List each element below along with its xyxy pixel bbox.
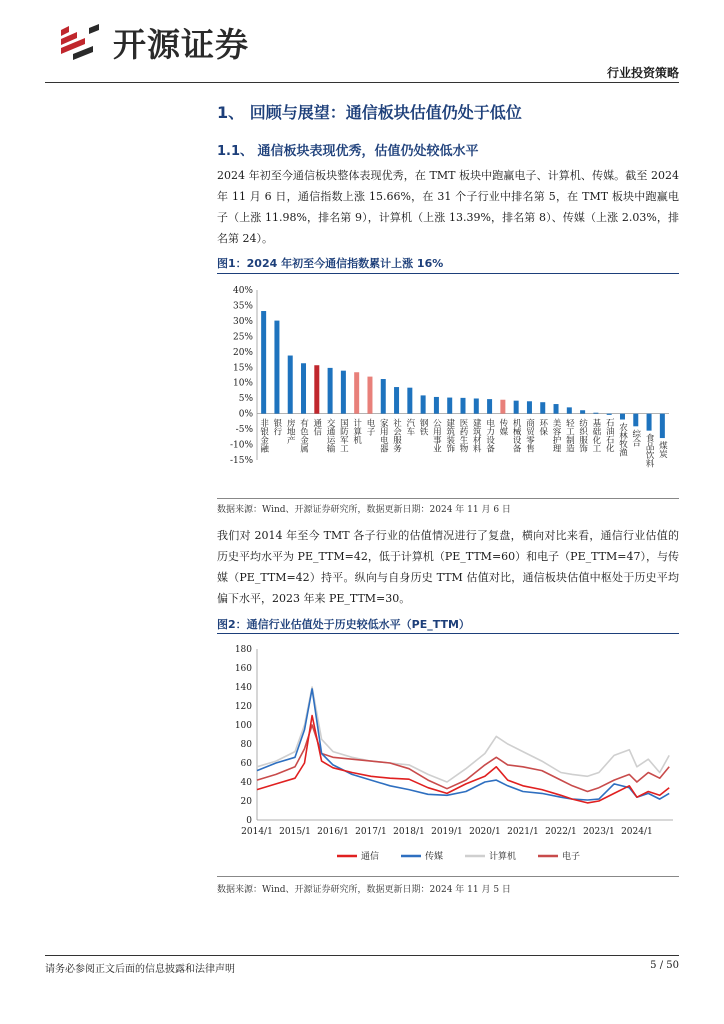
bar <box>554 404 559 414</box>
category-label: 建筑材料 <box>471 418 482 453</box>
category-label: 商贸零售 <box>524 418 535 453</box>
category-label: 美容护理 <box>551 418 562 453</box>
bar <box>261 311 266 414</box>
legend-label: 传媒 <box>425 852 444 862</box>
bar <box>367 377 372 414</box>
category-label: 银行 <box>271 418 282 436</box>
category-label: 汽车 <box>404 418 415 436</box>
bar <box>381 379 386 414</box>
y-tick-label: 25% <box>232 332 253 343</box>
y-tick-label: -5% <box>235 425 253 436</box>
x-tick-label: 2015/1 <box>279 827 311 837</box>
bar <box>434 397 439 414</box>
category-label: 煤炭 <box>657 441 668 459</box>
body-paragraph-1: 2024 年初至今通信板块整体表现优秀，在 TMT 板块中跑赢电子、计算机、传媒。截至 2024 年 11 月 6 日，通信指数上涨 15.66%，在 31 个子行业中排名第 5，在 TMT 板块中跑赢电子（上涨 11.98%，排名第 9），计算机（上涨 13.39%，排名第 8）、传媒（上涨 2.03%，排名第 24）。 <box>217 169 679 245</box>
footer-divider <box>45 955 679 956</box>
pe-ttm-line-chart <box>217 637 679 874</box>
y-tick-label: 0% <box>238 409 253 420</box>
category-label: 房地产 <box>285 418 296 445</box>
y-tick-label: 0 <box>246 816 252 826</box>
y-tick-label: 120 <box>234 702 252 712</box>
y-tick-label: -10% <box>229 440 253 451</box>
y-tick-label: 35% <box>232 301 253 312</box>
legend-label: 电子 <box>562 852 581 862</box>
bar <box>288 356 293 414</box>
section-heading: 1、 回顾与展望：通信板块估值仍处于低位 <box>217 103 522 122</box>
header-divider <box>45 82 679 83</box>
category-label: 轻工制造 <box>564 418 575 453</box>
category-label: 社会服务 <box>391 418 402 453</box>
figure1-bottom-rule <box>217 498 679 499</box>
y-tick-label: 40 <box>240 778 252 788</box>
y-tick-label: 160 <box>234 664 252 674</box>
body-paragraph-2: 我们对 2014 年至今 TMT 各子行业的估值情况进行了复盘，横向对比来看，通信行业估值的历史平均水平为 PE_TTM=42，低于计算机（PE_TTM=60）和电子（PE_TTM=47），与传媒（PE_TTM=42）持平。纵向与自身历史 TTM 估值对比，通信板块估值中枢处于历史平均偏下水平，2023 年来 PE_TTM=30。 <box>217 529 679 605</box>
category-label: 通信 <box>311 418 322 436</box>
bar <box>500 400 505 414</box>
y-tick-label: 80 <box>240 740 252 750</box>
bar <box>567 407 572 413</box>
report-type-label: 行业投资策略 <box>606 66 679 80</box>
y-tick-label: 30% <box>232 316 253 327</box>
y-tick-label: 5% <box>238 394 253 405</box>
company-name: 开源证券 <box>113 24 249 64</box>
category-label: 基础化工 <box>590 418 601 453</box>
y-tick-label: 40% <box>232 286 253 296</box>
category-label: 机械设备 <box>511 418 522 453</box>
x-tick-label: 2021/1 <box>507 827 539 837</box>
y-tick-label: -15% <box>229 456 253 466</box>
category-label: 交通运输 <box>325 418 336 453</box>
y-tick-label: 10% <box>232 378 253 389</box>
y-tick-label: 180 <box>234 645 252 655</box>
bar <box>447 398 452 414</box>
category-label: 综合 <box>630 429 641 447</box>
category-label: 医药生物 <box>458 418 468 453</box>
category-label: 电子 <box>364 418 375 436</box>
company-logo <box>55 20 249 64</box>
y-tick-label: 100 <box>234 721 252 731</box>
x-tick-label: 2014/1 <box>241 827 273 837</box>
bar <box>487 399 492 414</box>
category-label: 有色金属 <box>298 418 309 453</box>
x-tick-label: 2017/1 <box>355 827 387 837</box>
bar <box>620 414 625 420</box>
category-label: 建筑装饰 <box>444 418 455 453</box>
bar <box>647 414 652 431</box>
category-label: 钢铁 <box>418 418 429 436</box>
bar <box>461 398 466 414</box>
x-tick-label: 2020/1 <box>469 827 501 837</box>
bar <box>474 398 479 413</box>
category-label: 非银金融 <box>258 418 269 453</box>
category-label: 纺织服饰 <box>577 418 588 453</box>
y-tick-label: 15% <box>232 363 253 374</box>
bar <box>274 321 279 414</box>
figure2-title: 图2：通信行业估值处于历史较低水平（PE_TTM） <box>217 618 470 631</box>
y-tick-label: 20% <box>232 347 253 358</box>
y-tick-label: 20 <box>240 797 252 807</box>
bar <box>580 410 585 413</box>
bar <box>394 387 399 414</box>
y-tick-label: 60 <box>240 759 252 769</box>
figure1-title: 图1：2024 年初至今通信指数累计上涨 16% <box>217 257 444 270</box>
x-tick-label: 2018/1 <box>393 827 425 837</box>
bar <box>633 414 638 427</box>
figure1-source: 数据来源：Wind、开源证券研究所，数据更新日期：2024 年 11 月 6 日 <box>217 505 511 515</box>
category-label: 石油石化 <box>604 417 615 452</box>
category-label: 电力设备 <box>484 418 495 453</box>
bar <box>607 414 612 415</box>
bar <box>314 365 319 413</box>
x-tick-label: 2023/1 <box>583 827 615 837</box>
x-tick-label: 2019/1 <box>431 827 463 837</box>
category-label: 食品饮料 <box>644 433 655 468</box>
category-label: 农林牧渔 <box>617 422 628 457</box>
logo-mark-icon <box>55 20 107 64</box>
category-label: 计算机 <box>351 418 362 445</box>
legend-label: 通信 <box>361 852 380 862</box>
x-tick-label: 2022/1 <box>545 827 577 837</box>
industry-return-bar-chart <box>217 276 679 496</box>
footer-disclaimer: 请务必参阅正文后面的信息披露和法律声明 <box>45 964 235 975</box>
figure2-source: 数据来源：Wind、开源证券研究所，数据更新日期：2024 年 11 月 5 日 <box>217 885 511 895</box>
category-label: 传媒 <box>497 418 508 436</box>
page-header <box>0 0 724 84</box>
bar <box>407 388 412 414</box>
x-tick-label: 2016/1 <box>317 827 349 837</box>
category-label: 国防军工 <box>338 418 349 453</box>
figure2-bottom-rule <box>217 876 679 877</box>
page-number: 5 / 50 <box>650 960 679 971</box>
bar <box>660 414 665 438</box>
category-label: 家用电器 <box>378 418 389 453</box>
figure1-top-rule <box>217 273 679 274</box>
bar <box>593 413 598 414</box>
bar <box>540 402 545 413</box>
bar <box>301 363 306 413</box>
subsection-heading: 1.1、 通信板块表现优秀，估值仍处较低水平 <box>217 144 479 159</box>
category-label: 公用事业 <box>431 418 442 453</box>
bar <box>354 372 359 413</box>
bar <box>328 368 333 414</box>
bar <box>341 371 346 414</box>
x-tick-label: 2024/1 <box>621 827 653 837</box>
bar <box>421 395 426 413</box>
bar <box>527 401 532 413</box>
y-tick-label: 140 <box>234 683 252 693</box>
legend-label: 计算机 <box>489 852 517 862</box>
category-label: 环保 <box>537 418 548 436</box>
bar <box>514 401 519 414</box>
figure2-top-rule <box>217 633 679 634</box>
